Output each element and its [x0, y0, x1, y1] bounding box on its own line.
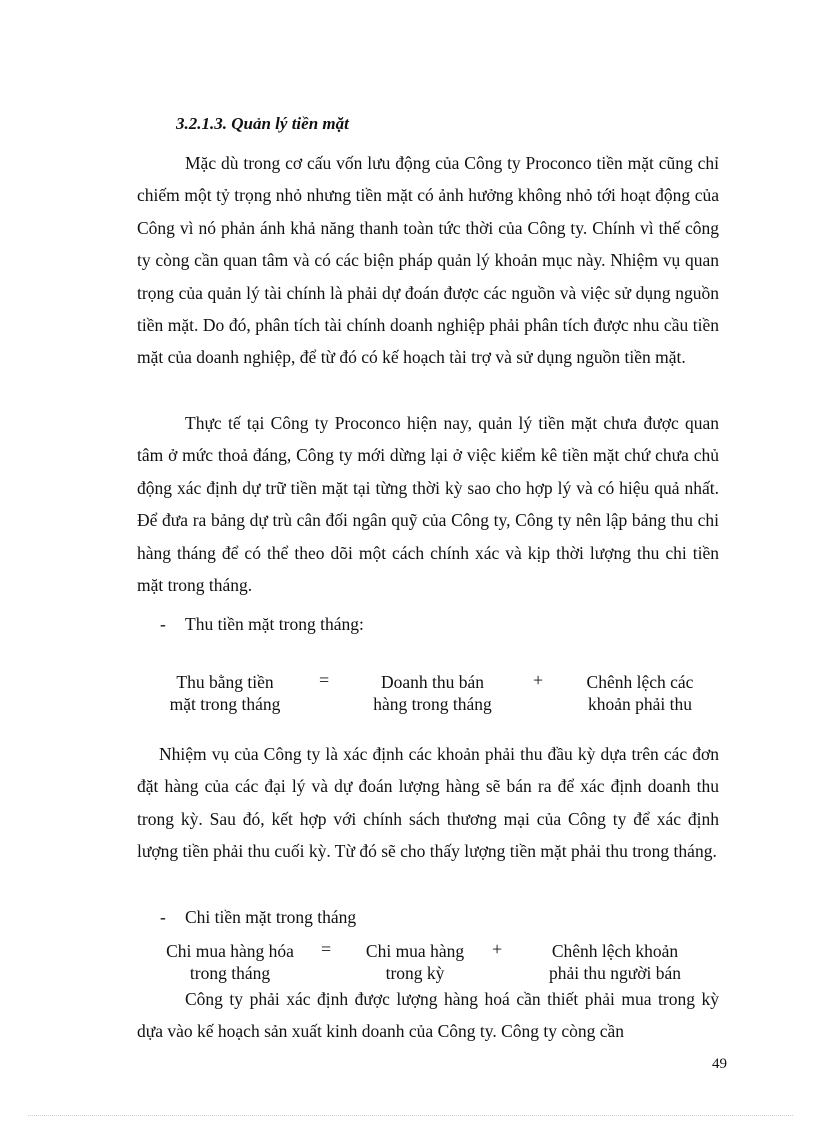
section-heading: 3.2.1.3. Quản lý tiền mặt [176, 114, 349, 133]
formula-term-line: hàng trong tháng [373, 694, 492, 714]
formula-term-left [150, 671, 300, 715]
paragraph-purchases: Công ty phải xác định được lượng hàng hoá cần thiết phải mua trong kỳ dựa vào kế hoạch sản xuất kinh doanh của Công ty. Công ty còng cần [137, 989, 719, 1042]
formula-term-line: khoản phải thu [587, 694, 692, 714]
formula-term-line: Chi mua hàng hóa [166, 941, 294, 961]
formula-term-left [150, 940, 310, 984]
page-number: 49 [712, 1056, 727, 1072]
plus-sign: + [533, 670, 544, 690]
bullet-dash: - [160, 907, 166, 927]
formula-term-line: Chi mua hàng [365, 941, 465, 961]
formula-term-line: Chênh lệch khoản [551, 941, 679, 961]
formula-term-line: Doanh thu bán [380, 672, 485, 692]
formula-term-middle [355, 671, 510, 715]
equals-sign: = [321, 939, 332, 959]
paragraph-cash-importance: Mặc dù trong cơ cấu vốn lưu động của Công ty Proconco tiền mặt cũng chỉ chiếm một tỷ trọng nhỏ nhưng tiền mặt có ảnh hưởng không nhỏ tới hoạt động của Công vì nó phản ánh khả năng thanh toàn tức thời của Công ty. Chính vì thế công ty còng cần quan tâm và có các biện pháp quản lý khoản mục này. Nhiệm vụ quan trọng của quản lý tài chính là phải dự đoán được các nguồn và việc sử dụng nguồn tiền mặt. Do đó, phân tích tài chính doanh nghiệp phải phân tích được nhu cầu tiền mặt của doanh nghiệp, để từ đó có kế hoạch tài trợ và sử dụng nguồn tiền mặt. [137, 153, 719, 368]
paragraph-receivables: Nhiệm vụ của Công ty là xác định các khoản phải thu đầu kỳ dựa trên các đơn đặt hàng của các đại lý và dự đoán lượng hàng sẽ bán ra để xác định doanh thu trong kỳ. Sau đó, kết hợp với chính sách thương mại của Công ty để xác định lượng tiền phải thu cuối kỳ. Từ đó sẽ cho thấy lượng tiền mặt phải thu trong tháng. [137, 744, 719, 862]
formula-term-line: phải thu người bán [549, 963, 681, 983]
formula-term-line: Thu bằng tiền [176, 672, 274, 692]
formula-term-line: mặt trong tháng [169, 694, 281, 714]
equals-sign: = [319, 670, 330, 690]
formula-term-line: trong tháng [189, 963, 271, 983]
formula-term-right [525, 940, 705, 984]
formula-term-line: Chênh lệch các [586, 672, 694, 692]
bullet-dash: - [160, 614, 166, 634]
bullet-label: Thu tiền mặt trong tháng: [185, 614, 364, 634]
footer-divider [28, 1115, 793, 1116]
formula-term-middle [345, 940, 485, 984]
formula-term-right [560, 671, 720, 715]
bullet-label: Chi tiền mặt trong tháng [185, 907, 357, 927]
bullet-cash-receipts [160, 614, 364, 635]
bullet-cash-payments [160, 907, 356, 928]
paragraph-current-situation: Thực tế tại Công ty Proconco hiện nay, quản lý tiền mặt chưa được quan tâm ở mức thoả đáng, Công ty mới dừng lại ở việc kiểm kê tiền mặt chứ chưa chủ động xác định dự trữ tiền mặt tại từng thời kỳ sao cho hợp lý và có hiệu quả nhất. Để đưa ra bảng dự trù cân đối ngân quỹ của Công ty, Công ty nên lập bảng thu chi hàng tháng để có thể theo dõi một cách chính xác và kịp thời lượng thu chi tiền mặt trong tháng. [137, 413, 719, 596]
plus-sign: + [492, 939, 503, 959]
formula-term-line: trong kỳ [385, 963, 445, 983]
